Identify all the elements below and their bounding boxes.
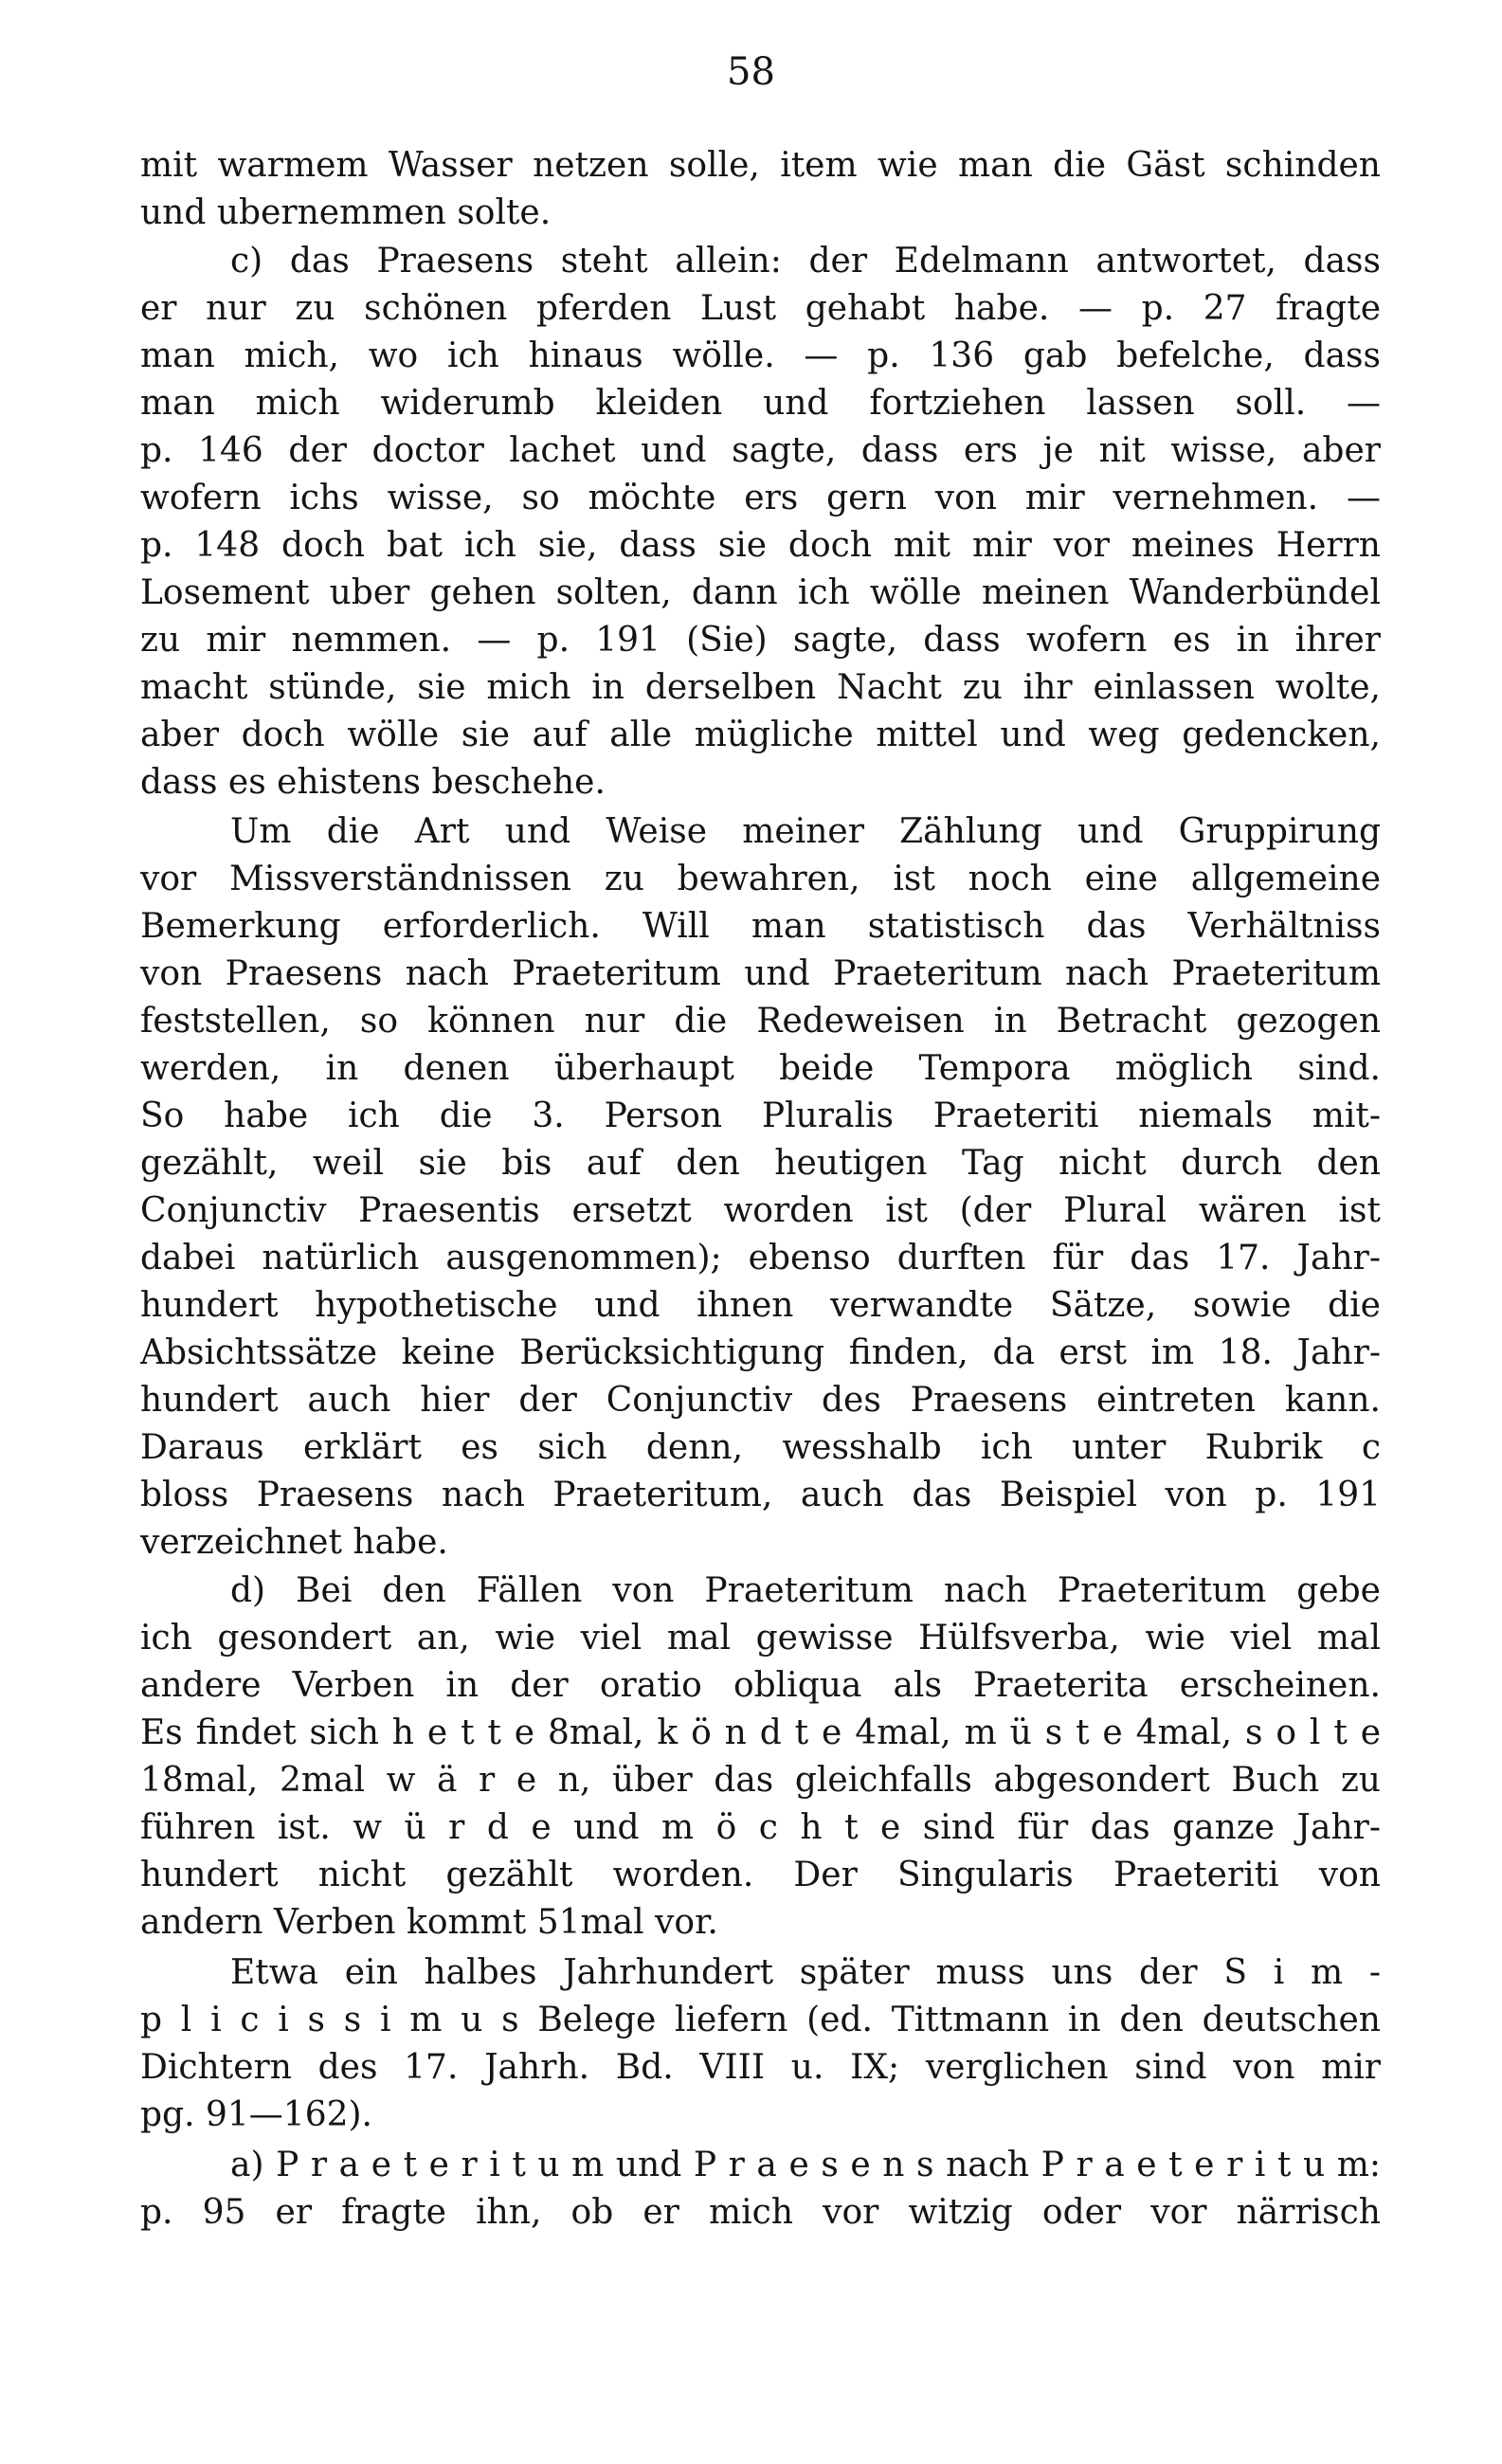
text-line: p. 95 er fragte ihn, ob er mich vor witzig oder vor närrisch — [140, 2193, 1381, 2232]
text-line: vor Missverständnissen zu bewahren, ist noch eine allgemeine — [140, 860, 1381, 898]
text-line: a) P r a e t e r i t u m und P r a e s e n s nach P r a e t e r i t u m: — [230, 2146, 1381, 2184]
text-line: mit warmem Wasser netzen solle, item wie man die Gäst schinden — [140, 146, 1381, 185]
text-line: Bemerkung erforderlich. Will man statistisch das Verhältniss — [140, 907, 1381, 946]
text-line: gezählt, weil sie bis auf den heutigen Tag nicht durch den — [140, 1144, 1381, 1183]
paragraph-section-a — [140, 2142, 1381, 2237]
page-number: 58 — [727, 50, 775, 94]
text-line: ich gesondert an, wie viel mal gewisse Hülfsverba, wie viel mal — [140, 1619, 1381, 1658]
text-line: andere Verben in der oratio obliqua als Praeterita erscheinen. — [140, 1666, 1381, 1705]
text-line: p. 146 der doctor lachet und sagte, dass ers je nit wisse, aber — [140, 431, 1381, 470]
text-line: macht stünde, sie mich in derselben Nacht zu ihr einlassen wolte, — [140, 668, 1381, 707]
text-line: wofern ichs wisse, so möchte ers gern von mir vernehmen. — — [140, 479, 1381, 517]
paragraph-simplicissimus — [140, 1949, 1381, 2139]
text-line: bloss Praesens nach Praeteritum, auch das Beispiel von p. 191 — [140, 1476, 1381, 1514]
text-line: d) Bei den Fällen von Praeteritum nach Praeteritum gebe — [230, 1571, 1381, 1610]
text-line: dabei natürlich ausgenommen); ebenso durften für das 17. Jahr- — [140, 1239, 1381, 1277]
text-line: verzeichnet habe. — [140, 1523, 448, 1562]
text-line: Dichtern des 17. Jahrh. Bd. VIII u. IX; verglichen sind von mir — [140, 2048, 1381, 2087]
text-line: Es findet sich h e t t e 8mal, k ö n d t e 4mal, m ü s t e 4mal, s o l t e — [140, 1713, 1381, 1752]
text-line: und ubernemmen solte. — [140, 193, 552, 232]
paragraph-continuation — [140, 142, 1381, 237]
text-line: man mich, wo ich hinaus wölle. — p. 136 gab befelche, dass — [140, 336, 1381, 375]
text-line: Absichtssätze keine Berücksichtigung finden, da erst im 18. Jahr- — [140, 1333, 1381, 1372]
text-line: Conjunctiv Praesentis ersetzt worden ist (der Plural wären ist — [140, 1191, 1381, 1230]
text-line: dass es ehistens beschehe. — [140, 763, 606, 802]
text-line: Etwa ein halbes Jahrhundert später muss uns der S i m - — [230, 1953, 1381, 1992]
text-line: andern Verben kommt 51mal vor. — [140, 1903, 718, 1942]
paragraph-section-c — [140, 238, 1381, 806]
text-line: von Praesens nach Praeteritum und Praeteritum nach Praeteritum — [140, 954, 1381, 993]
text-line: p. 148 doch bat ich sie, dass sie doch mit mir vor meines Herrn — [140, 526, 1381, 565]
text-line: aber doch wölle sie auf alle mügliche mittel und weg gedencken, — [140, 716, 1381, 754]
text-line: führen ist. w ü r d e und m ö c h t e sind für das ganze Jahr- — [140, 1808, 1381, 1847]
text-line: pg. 91—162). — [140, 2095, 372, 2134]
text-line: Daraus erklärt es sich denn, wesshalb ich unter Rubrik c — [140, 1428, 1381, 1467]
text-line: 18mal, 2mal w ä r e n, über das gleichfalls abgesondert Buch zu — [140, 1761, 1381, 1800]
paragraph-section-d — [140, 1567, 1381, 1947]
text-line: So habe ich die 3. Person Pluralis Praeteriti niemals mit- — [140, 1096, 1381, 1135]
text-line: p l i c i s s i m u s Belege liefern (ed. Tittmann in den deutschen — [140, 2001, 1381, 2039]
text-line: er nur zu schönen pferden Lust gehabt habe. — p. 27 fragte — [140, 289, 1381, 328]
text-line: hundert nicht gezählt worden. Der Singularis Praeteriti von — [140, 1856, 1381, 1894]
text-line: feststellen, so können nur die Redeweisen in Betracht gezogen — [140, 1002, 1381, 1041]
text-line: werden, in denen überhaupt beide Tempora möglich sind. — [140, 1049, 1381, 1088]
text-line: hundert auch hier der Conjunctiv des Praesens eintreten kann. — [140, 1381, 1381, 1420]
text-line: man mich widerumb kleiden und fortziehen lassen soll. — — [140, 384, 1381, 423]
text-line: zu mir nemmen. — p. 191 (Sie) sagte, dass wofern es in ihrer — [140, 621, 1381, 660]
text-line: c) das Praesens steht allein: der Edelmann antwortet, dass — [230, 242, 1381, 281]
text-line: Um die Art und Weise meiner Zählung und Gruppirung — [230, 812, 1381, 851]
text-line: hundert hypothetische und ihnen verwandte Sätze, sowie die — [140, 1286, 1381, 1325]
paragraph-counting-method — [140, 808, 1381, 1567]
text-line: Losement uber gehen solten, dann ich wölle meinen Wanderbündel — [140, 573, 1381, 612]
